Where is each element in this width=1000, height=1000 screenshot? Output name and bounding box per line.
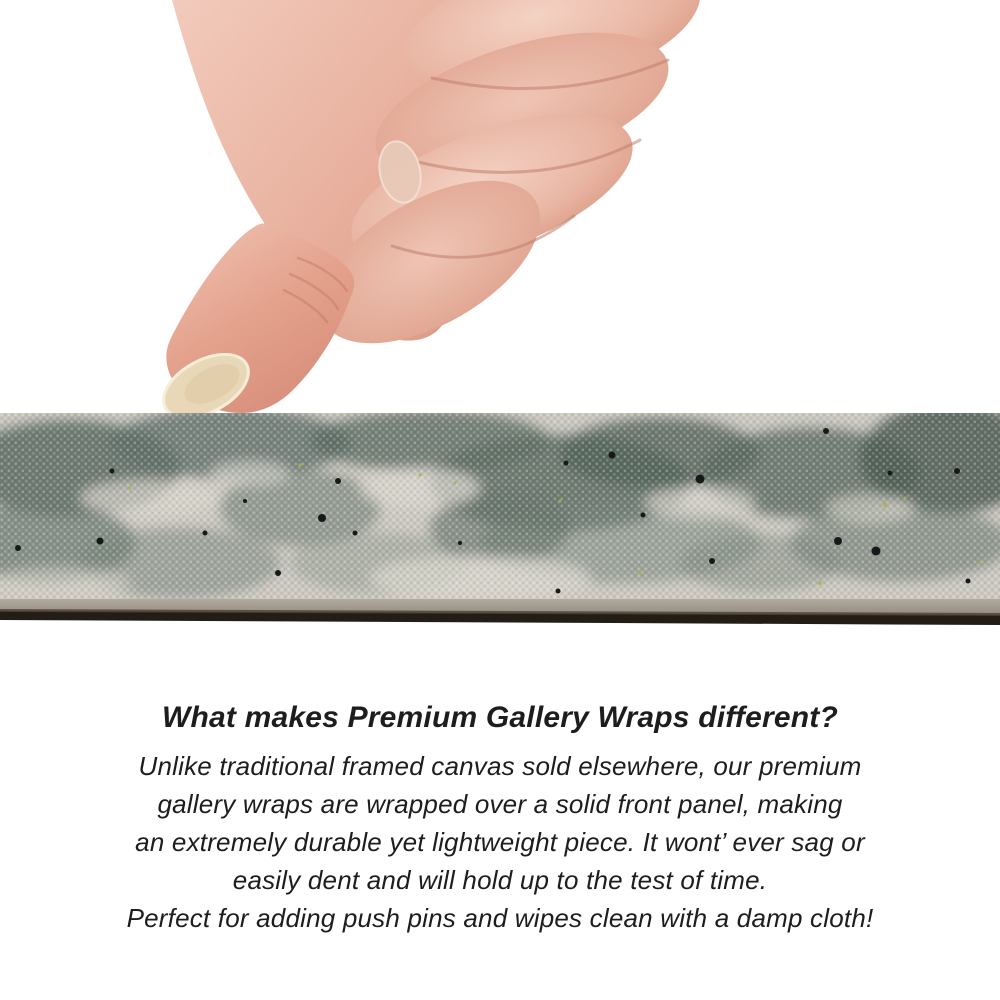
heading: What makes Premium Gallery Wraps different? [161,701,839,734]
body-line-4: easily dent and will hold up to the test of time. [232,865,768,895]
canvas-edge-photo [0,413,1000,628]
body-line-2: gallery wraps are wrapped over a solid front panel, making [157,789,843,819]
description-text [0,698,1000,937]
canvas-weave-texture [0,413,1000,605]
body-line-5: Perfect for adding push pins and wipes clean with a damp cloth! [126,903,874,933]
body-line-3: an extremely durable yet lightweight piece. It wont’ ever sag or [135,827,865,857]
hand-thumb-photo [0,0,1000,420]
body-line-1: Unlike traditional framed canvas sold elsewhere, our premium [138,751,862,781]
